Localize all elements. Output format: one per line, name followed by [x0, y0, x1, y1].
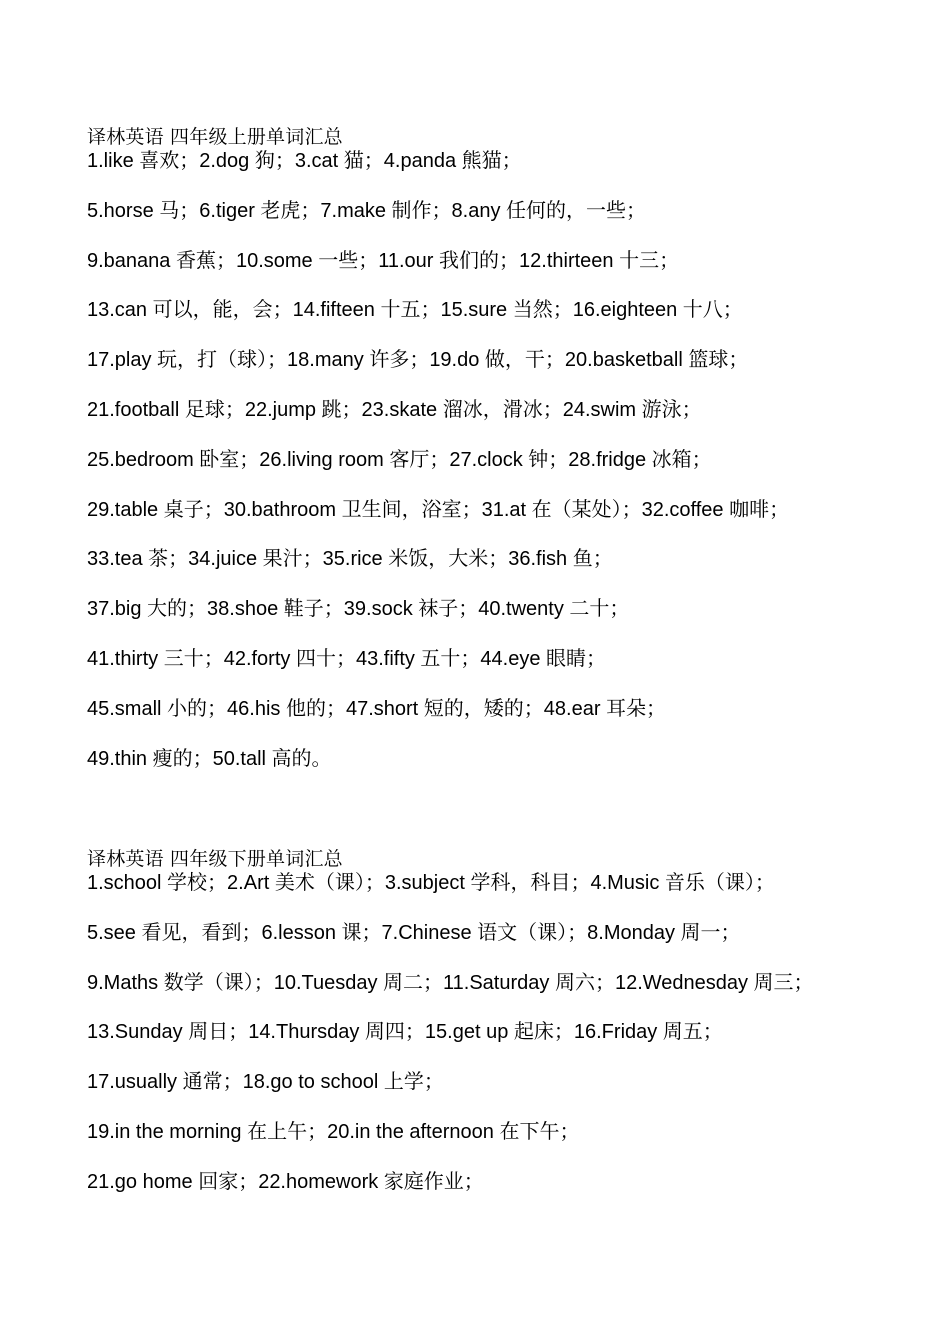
word-line: 13.Sunday 周日；14.Thursday 周四；15.get up 起床；16.Friday 周五； [87, 1021, 723, 1044]
word-lines [87, 859, 927, 1208]
word-line: 17.usually 通常；18.go to school 上学； [87, 1071, 444, 1094]
word-line: 9.banana 香蕉；10.some 一些；11.our 我们的；12.thirteen 十三； [87, 249, 680, 272]
word-line: 1.like 喜欢；2.dog 狗；3.cat 猫；4.panda 熊猫； [87, 150, 522, 172]
word-line: 5.horse 马；6.tiger 老虎；7.make 制作；8.any 任何的，一些； [87, 199, 647, 222]
section-title: 译林英语 四年级上册单词汇总 [87, 126, 343, 148]
word-line: 37.big 大的；38.shoe 鞋子；39.sock 袜子；40.twenty 二十； [87, 598, 630, 621]
word-line: 21.football 足球；22.jump 跳；23.skate 溜冰，滑冰；24.swim 游泳； [87, 398, 702, 421]
word-line: 1.school 学校；2.Art 美术（课）；3.subject 学科，科目；4.Music 音乐（课）； [87, 872, 775, 894]
word-line: 33.tea 茶；34.juice 果汁；35.rice 米饭，大米；36.fish 鱼； [87, 548, 613, 571]
word-line: 13.can 可以，能，会；14.fifteen 十五；15.sure 当然；16.eighteen 十八； [87, 299, 743, 322]
word-lines [87, 137, 927, 784]
word-line: 49.thin 瘦的；50.tall 高的。 [87, 747, 332, 770]
word-line: 5.see 看见，看到；6.lesson 课；7.Chinese 语文（课）；8.Monday 周一； [87, 921, 741, 944]
word-line: 17.play 玩，打（球）；18.many 许多；19.do 做，干；20.basketball 篮球； [87, 349, 749, 372]
grade4-vol1-word-list [87, 124, 927, 784]
word-line: 21.go home 回家；22.homework 家庭作业； [87, 1170, 484, 1193]
grade4-vol2-word-list [87, 846, 927, 1208]
word-line: 29.table 桌子；30.bathroom 卫生间，浴室；31.at 在（某处）；32.coffee 咖啡； [87, 498, 790, 521]
word-line: 41.thirty 三十；42.forty 四十；43.fifty 五十；44.eye 眼睛； [87, 647, 607, 670]
word-line: 9.Maths 数学（课）；10.Tuesday 周二；11.Saturday 周六；12.Wednesday 周三； [87, 971, 814, 994]
word-line: 45.small 小的；46.his 他的；47.short 短的，矮的；48.ear 耳朵； [87, 697, 667, 720]
section-title: 译林英语 四年级下册单词汇总 [87, 848, 343, 870]
word-line: 19.in the morning 在上午；20.in the afternoon 在下午； [87, 1120, 580, 1143]
word-line: 25.bedroom 卧室；26.living room 客厅；27.clock 钟；28.fridge 冰箱； [87, 448, 712, 471]
